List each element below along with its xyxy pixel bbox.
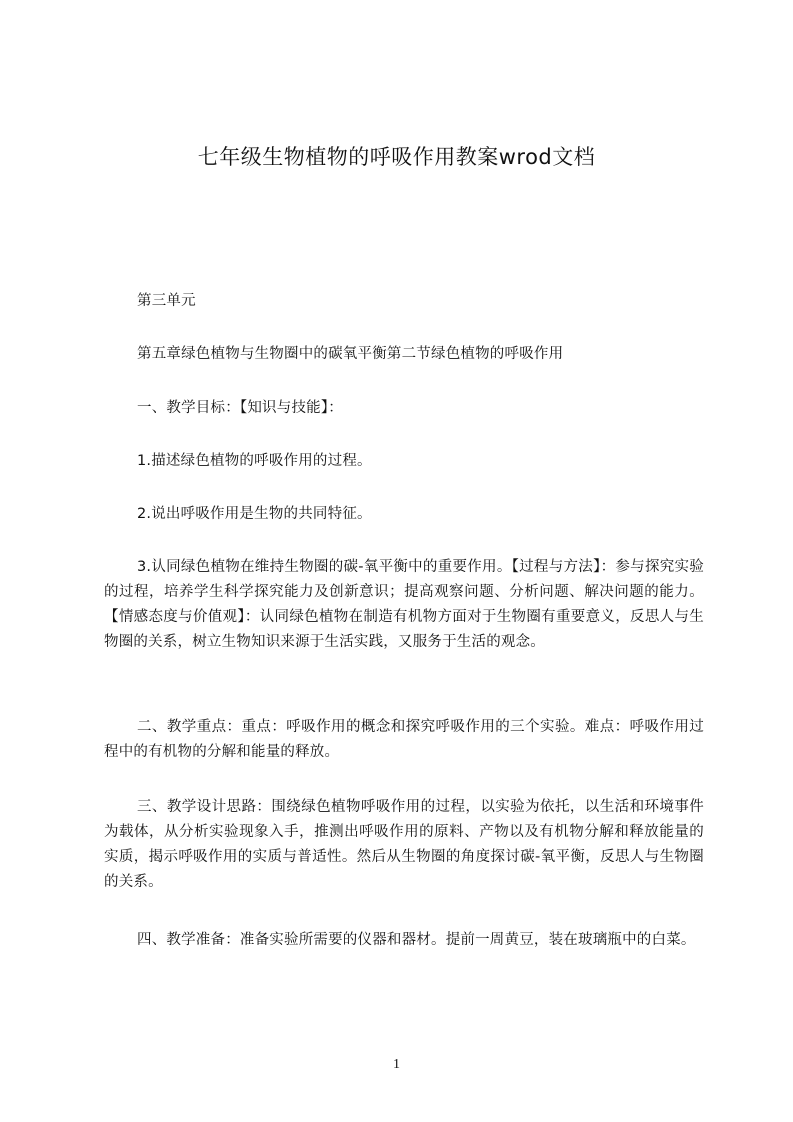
paragraph-key-points: 二、教学重点：重点：呼吸作用的概念和探究呼吸作用的三个实验。难点：呼吸作用过程中的有机物的分解和能量的释放。 bbox=[104, 719, 704, 760]
paragraph-objective-2: 2.说出呼吸作用是生物的共同特征。 bbox=[137, 506, 372, 522]
paragraph-design-approach: 三、教学设计思路：围绕绿色植物呼吸作用的过程，以实验为依托，以生活和环境事件为载体，从分析实验现象入手，推测出呼吸作用的原料、产物以及有机物分解和释放能量的实质，揭示呼吸作用的实质与普适性。然后从生物圈的角度探讨碳-氧平衡，反思人与生物圈的关系。 bbox=[104, 799, 704, 890]
document-title: 七年级生物植物的呼吸作用教案wrod文档 bbox=[197, 145, 596, 169]
paragraph-objective-3: 3.认同绿色植物在维持生物圈的碳-氧平衡中的重要作用。【过程与方法】：参与探究实验的过程，培养学生科学探究能力及创新意识；提高观察问题、分析问题、解决问题的能力。【情感态度与价值观】：认同绿色植物在制造有机物方面对于生物圈有重要意义，反思人与生物圈的关系，树立生物知识来源于生活实践，又服务于生活的观念。 bbox=[104, 559, 704, 650]
paragraph-objectives-heading: 一、教学目标：【知识与技能】： bbox=[137, 400, 343, 416]
paragraph-preparation: 四、教学准备：准备实验所需要的仪器和器材。提前一周黄豆，装在玻璃瓶中的白菜。 bbox=[137, 932, 696, 948]
paragraph-unit: 第三单元 bbox=[137, 293, 196, 309]
paragraph-objective-1: 1.描述绿色植物的呼吸作用的过程。 bbox=[137, 453, 372, 469]
paragraph-chapter: 第五章绿色植物与生物圈中的碳氧平衡第二节绿色植物的呼吸作用 bbox=[137, 346, 564, 362]
page-number: 1 bbox=[393, 1057, 400, 1072]
